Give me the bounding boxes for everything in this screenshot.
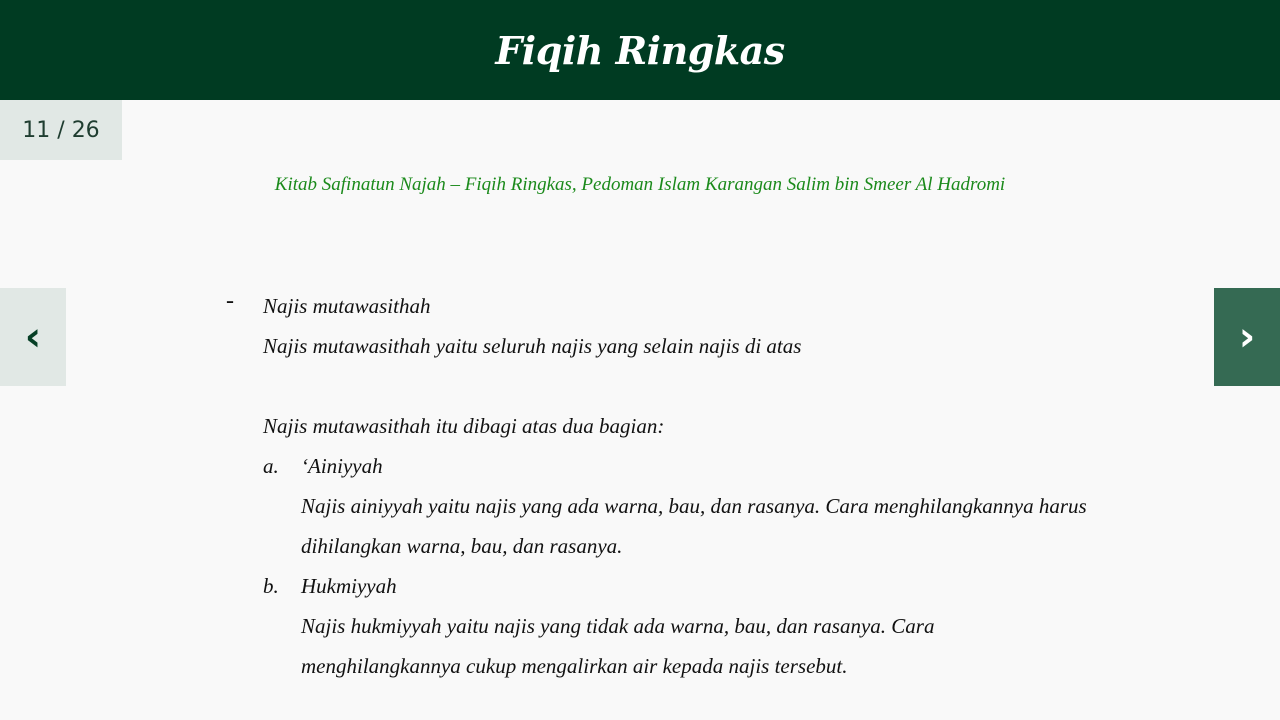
chevron-left-icon: ‹ — [24, 314, 42, 360]
list-item-desc-b-line1: Najis hukmiyyah yaitu najis yang tidak ada warna, bau, dan rasanya. Cara — [301, 614, 935, 638]
list-item-desc-a-line1: Najis ainiyyah yaitu najis yang ada warna, bau, dan rasanya. Cara menghilangkannya harus — [301, 494, 1087, 518]
chevron-right-icon: › — [1238, 314, 1256, 360]
section-definition: Najis mutawasithah yaitu seluruh najis yang selain najis di atas — [263, 334, 802, 358]
bullet-dash: - — [226, 288, 234, 314]
list-marker-b: b. — [263, 574, 279, 598]
app-title: Fiqih Ringkas — [495, 27, 785, 73]
next-page-button[interactable] — [1214, 288, 1280, 386]
section-heading: Najis mutawasithah — [263, 294, 431, 318]
book-subtitle: Kitab Safinatun Najah – Fiqih Ringkas, Pedoman Islam Karangan Salim bin Smeer Al Hadromi — [274, 174, 1006, 195]
prev-page-button[interactable] — [0, 288, 66, 386]
list-item-title-a: ‘Ainiyyah — [301, 454, 383, 478]
division-intro: Najis mutawasithah itu dibagi atas dua bagian: — [263, 414, 665, 438]
list-item-desc-a-line2: dihilangkan warna, bau, dan rasanya. — [301, 534, 623, 558]
page-counter: 11 / 26 — [0, 100, 122, 160]
list-item-desc-b-line2: menghilangkannya cukup mengalirkan air kepada najis tersebut. — [301, 654, 848, 678]
list-item-title-b: Hukmiyyah — [301, 574, 397, 598]
list-marker-a: a. — [263, 454, 279, 478]
